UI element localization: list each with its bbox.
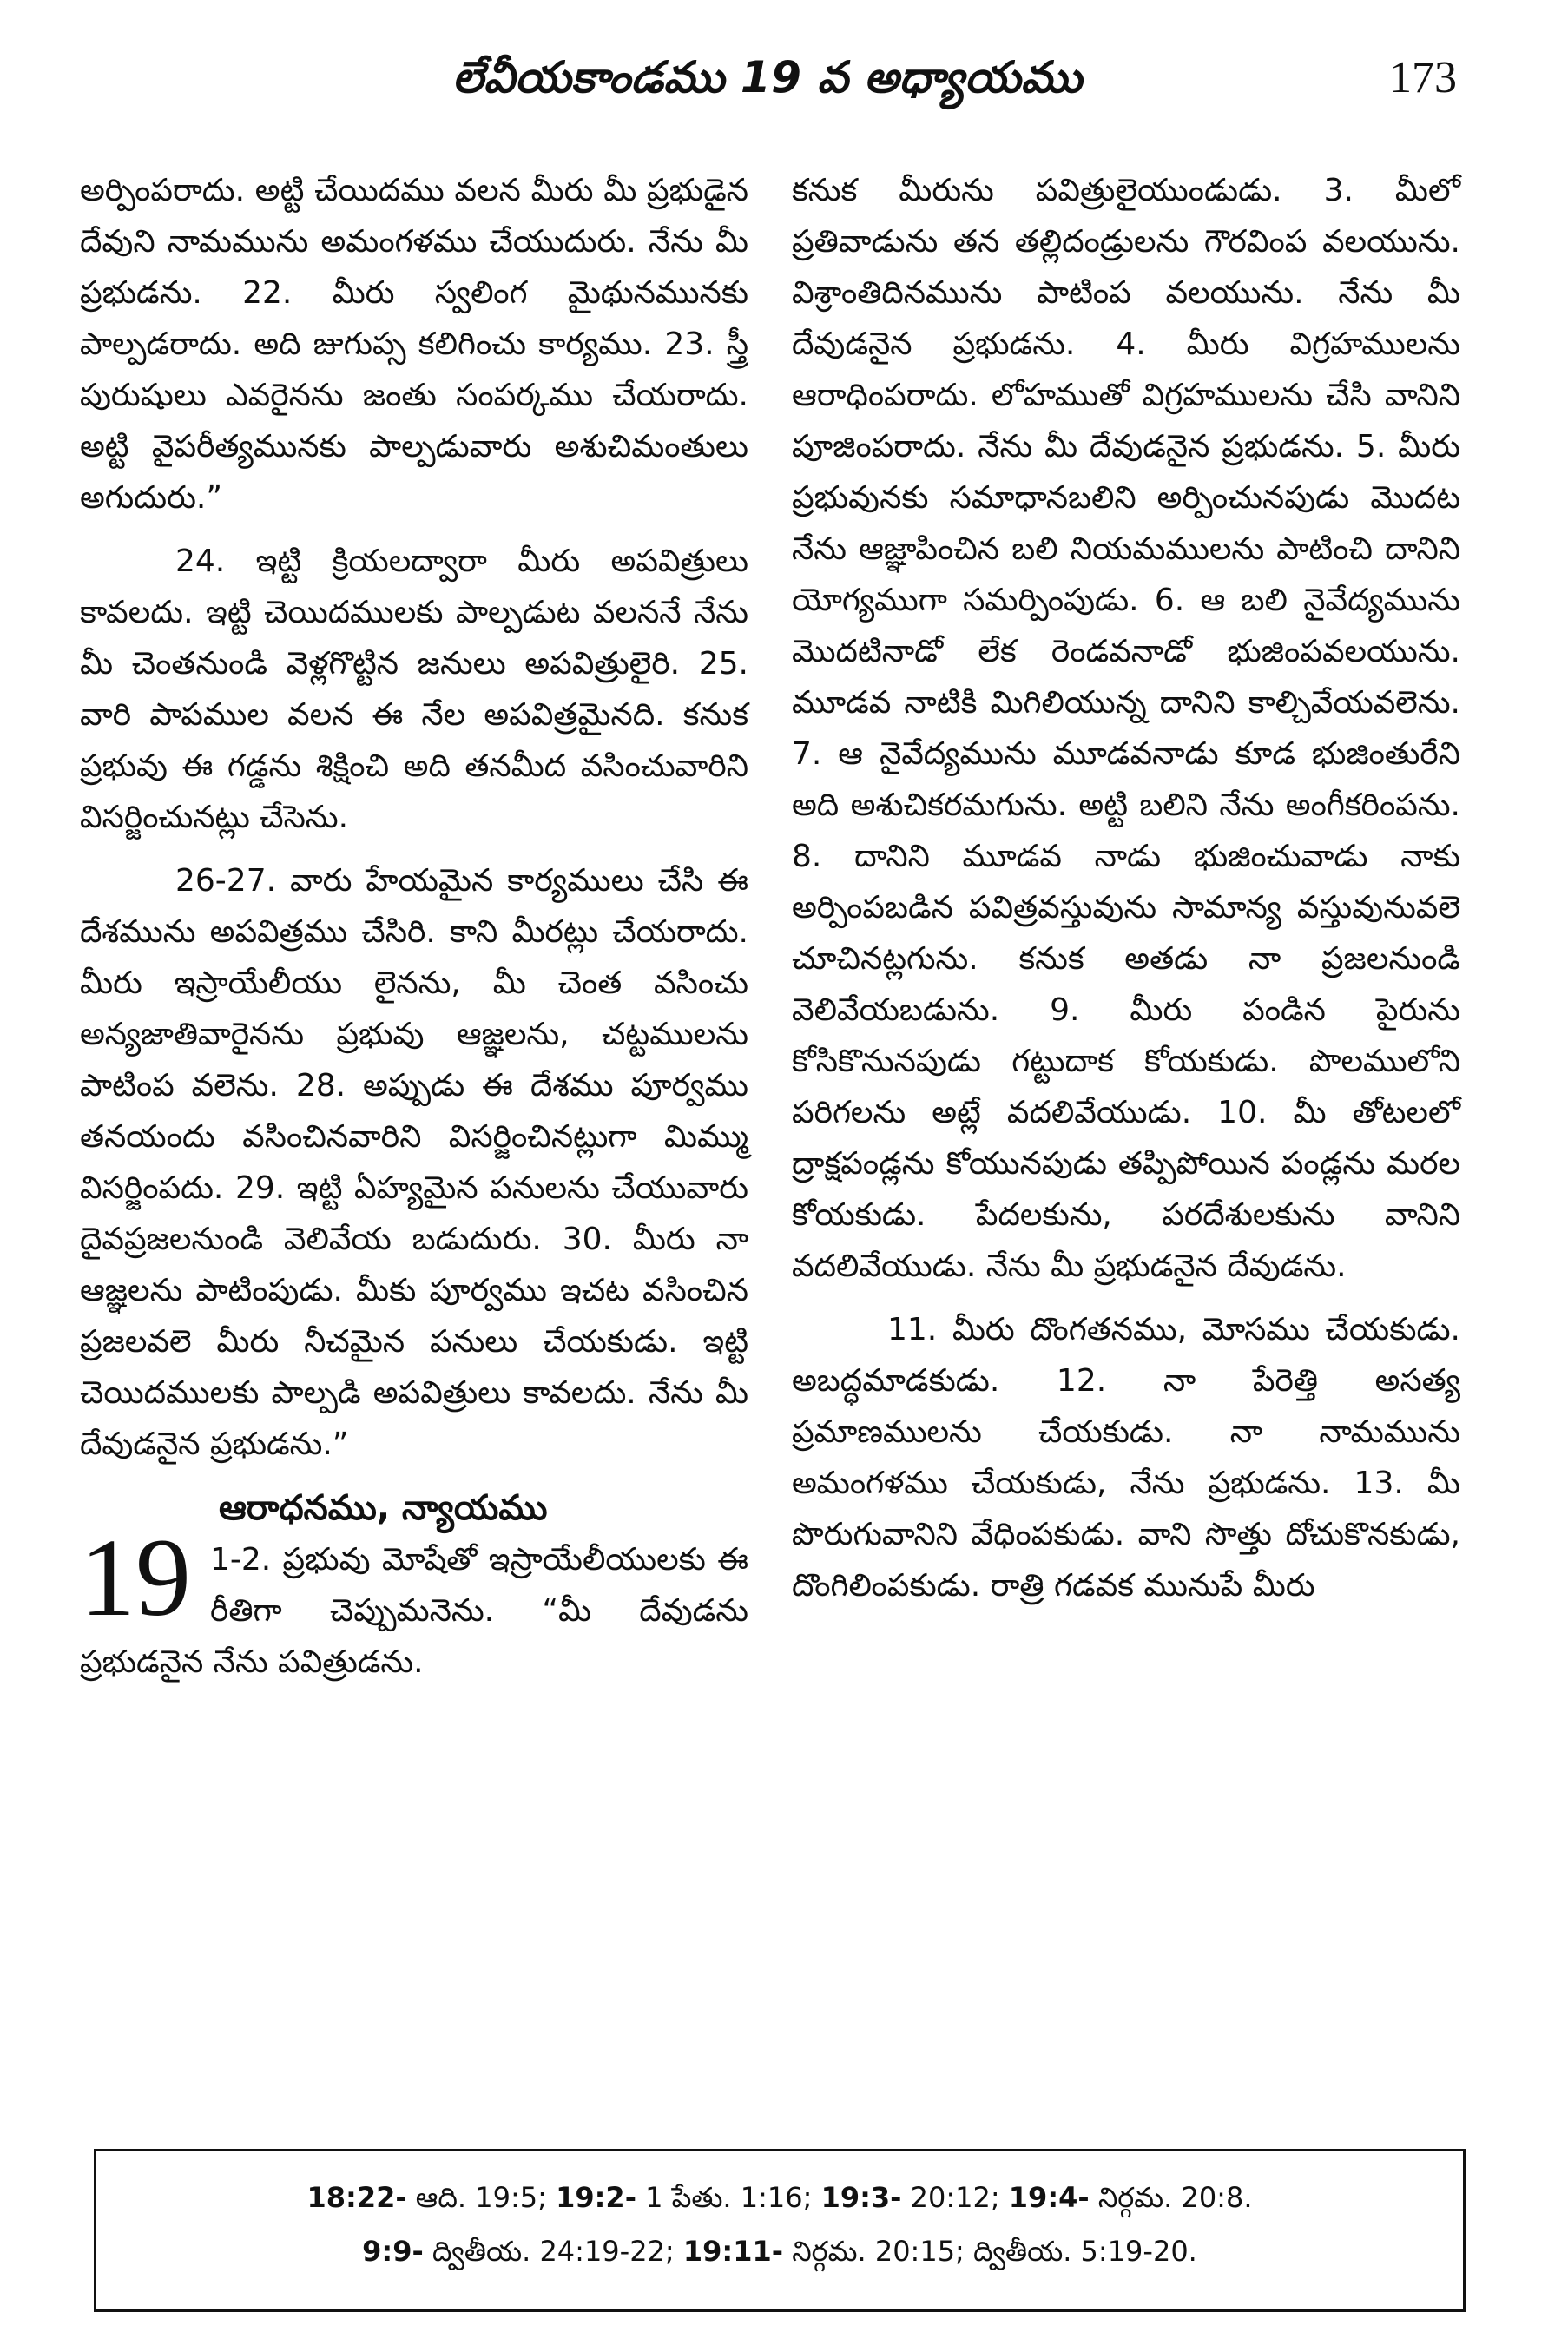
reference-text: 1 పేతు. 1:16; <box>636 2181 821 2214</box>
reference-text: నిర్గమ. 20:15; ద్వితీయ. 5:19-20. <box>783 2235 1197 2268</box>
paragraph: అర్పింపరాదు. అట్టి చేయిదము వలన మీరు మీ ప్రభుడైన దేవుని నామమును అమంగళము చేయుదురు. నేను మీ ప్రభుడను. 22. మీరు స్వలింగ మైథునమునకు పాల్పడరాదు. అది జుగుప్స కలిగించు కార్యము. 23. స్త్రీ పురుషులు ఎవరైనను జంతు సంపర్కము చేయరాదు. అట్టి వైపరీత్యమునకు పాల్పడువారు అశుచిమంతులు అగుదురు.” <box>80 173 748 516</box>
reference-text: ద్వితీయ. 24:19-22; <box>423 2235 683 2268</box>
references-line-2 <box>96 2224 1463 2278</box>
left-column <box>80 165 748 1700</box>
reference-key: 19:2- <box>556 2181 636 2214</box>
reference-text: ఆది. 19:5; <box>406 2181 557 2214</box>
paragraph: 1-2. ప్రభువు మోషేతో ఇస్రాయేలీయులకు ఈ రీతిగా చెప్పుమనెను. “మీ దేవుడను ప్రభుడనైన నేను పవిత్రుడను. <box>80 1542 748 1680</box>
chapter-number: 19 <box>80 1516 191 1639</box>
reference-key: 19:3- <box>820 2181 902 2214</box>
cross-references <box>94 2149 1466 2312</box>
page-number: 173 <box>1389 53 1457 102</box>
reference-key: 19:4- <box>1008 2181 1090 2214</box>
paragraph: 11. మీరు దొంగతనము, మోసము చేయకుడు. అబద్ధమాడకుడు. 12. నా పేరెత్తి అసత్య ప్రమాణములను చేయకుడు. నా నామమును అమంగళము చేయకుడు, నేను ప్రభుడను. 13. మీ పొరుగువానిని వేధింపకుడు. వాని సొత్తు దోచుకొనకుడు, దొంగిలింపకుడు. రాత్రి గడవక మునుపే మీరు <box>792 1312 1460 1604</box>
right-column <box>792 165 1460 1624</box>
paragraph: 24. ఇట్టి క్రియలద్వారా మీరు అపవిత్రులు కావలదు. ఇట్టి చెయిదములకు పాల్పడుట వలననే నేను మీ చెంతనుండి వెళ్లగొట్టిన జనులు అపవిత్రులైరి. 25. వారి పాపముల వలన ఈ నేల అపవిత్రమైనది. కనుక ప్రభువు ఈ గడ్డను శిక్షించి అది తనమీద వసించువారిని విసర్జించునట్లు చేసెను. <box>80 544 748 835</box>
reference-key: 18:22- <box>306 2181 407 2214</box>
paragraph: 26-27. వారు హేయమైన కార్యములు చేసి ఈ దేశమును అపవిత్రము చేసిరి. కాని మీరట్లు చేయరాదు. మీరు ఇస్రాయేలీయు లైనను, మీ చెంత వసించు అన్యజాతివారైనను ప్రభువు ఆజ్ఞలను, చట్టములను పాటింప వలెను. 28. అప్పుడు ఈ దేశము పూర్వము తనయందు వసించినవారిని విసర్జించినట్లుగా మిమ్ము విసర్జింపదు. 29. ఇట్టి ఏహ్యమైన పనులను చేయువారు దైవప్రజలనుండి వెలివేయ బడుదురు. 30. మీరు నా ఆజ్ఞలను పాటింపుడు. మీకు పూర్వము ఇచట వసించిన ప్రజలవలె మీరు నీచమైన పనులు చేయకుడు. ఇట్టి చెయిదములకు పాల్పడి అపవిత్రులు కావలదు. నేను మీ దేవుడనైన ప్రభుడను.” <box>80 863 748 1462</box>
references-line-1 <box>96 2171 1463 2224</box>
chapter-start <box>80 1482 748 1688</box>
reference-key: 19:11- <box>682 2235 784 2268</box>
reference-key: 9:9- <box>362 2235 424 2268</box>
paragraph: కనుక మీరును పవిత్రులైయుండుడు. 3. మీలో ప్రతివాడును తన తల్లిదండ్రులను గౌరవింప వలయును. విశ్రాంతిదినమును పాటింప వలయును. నేను మీ దేవుడనైన ప్రభుడను. 4. మీరు విగ్రహములను ఆరాధింపరాదు. లోహముతో విగ్రహములను చేసి వానిని పూజింపరాదు. నేను మీ దేవుడనైన ప్రభుడను. 5. మీరు ప్రభువునకు సమాధానబలిని అర్పించునపుడు మొదట నేను ఆజ్ఞాపించిన బలి నియమములను పాటించి దానిని యోగ్యముగా సమర్పింపుడు. 6. ఆ బలి నైవేద్యమును మొదటినాడో లేక రెండవనాడో భుజింపవలయును. మూడవ నాటికి మిగిలియున్న దానిని కాల్చివేయవలెను. 7. ఆ నైవేద్యమును మూడవనాడు కూడ భుజింతురేని అది అశుచికరమగును. అట్టి బలిని నేను అంగీకరింపను. 8. దానిని మూడవ నాడు భుజించువాడు నాకు అర్పింపబడిన పవిత్రవస్తువును సామాన్య వస్తువునువలె చూచినట్లగును. కనుక అతడు నా ప్రజలనుండి వెలివేయబడును. 9. మీరు పండిన పైరును కోసికొనునపుడు గట్టుదాక కోయకుడు. పొలములోని పరిగలను అట్లే వదలివేయుడు. 10. మీ తోటలలో ద్రాక్షపండ్లను కోయునపుడు తప్పిపోయిన పండ్లను మరల కోయకుడు. పేదలకును, పరదేశులకును వానిని వదలివేయుడు. నేను మీ ప్రభుడనైన దేవుడను. <box>792 173 1460 1284</box>
reference-text: 20:12; <box>901 2181 1009 2214</box>
reference-text: నిర్గమ. 20:8. <box>1089 2181 1253 2214</box>
running-header <box>78 45 1457 115</box>
section-heading: ఆరాధనము, న్యాయము <box>219 1488 548 1528</box>
chapter-title: లేవీయకాండము 19 వ అధ్యాయము <box>452 52 1083 102</box>
